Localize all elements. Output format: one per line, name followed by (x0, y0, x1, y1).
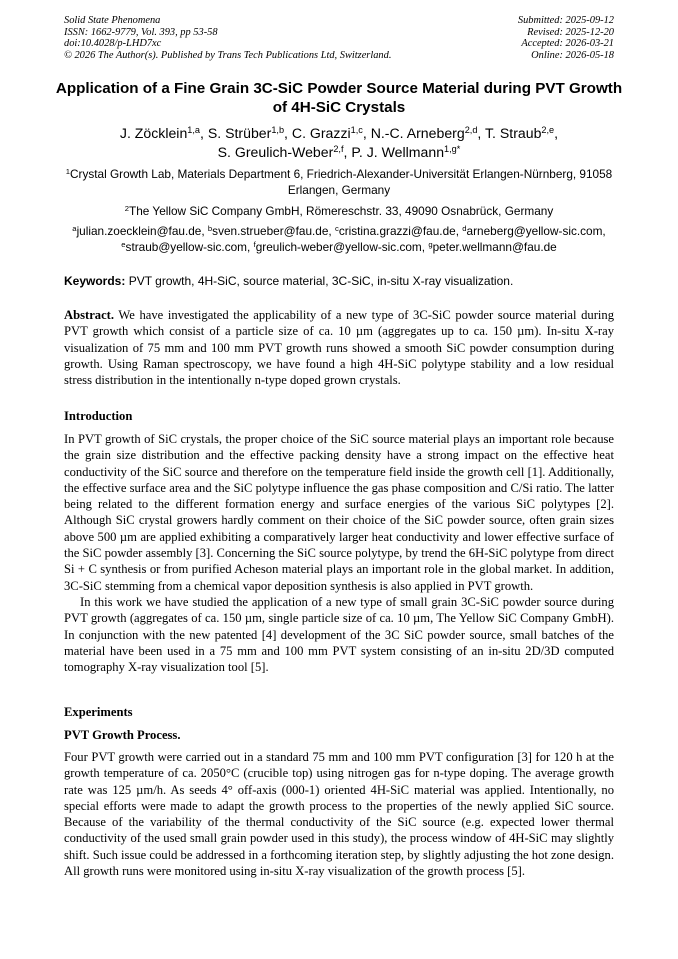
online-date: Online: 2026-05-18 (531, 49, 614, 61)
email[interactable]: $^f$greulich-weber@yellow-sic.com (253, 239, 422, 254)
author: J. Zöcklein$^{1,a}$ (119, 124, 201, 141)
copyright: © 2026 The Author(s). Published by Trans Tech Publications Ltd, Switzerland. (64, 49, 392, 61)
experiments-body (64, 749, 614, 879)
author: T. Straub$^{2,e}$ (485, 124, 555, 141)
abstract-text: We have investigated the applicability of a new type of 3C-SiC powder source material during PVT growth which consist of a particle size of ca. 10 µm (aggregates up to ca. 150 µm). In-situ X-ray visualization of 75 mm and 100 mm PVT growth runs showed a smooth SiC powder consumption during growth. Using Raman spectroscopy, we have found a high 4H-SiC polytype stability and a low residual stress distribution in the intentionally n-type doped grown crystals. (64, 308, 614, 388)
email[interactable]: $^g$peter.wellmann@fau.de (428, 239, 557, 254)
section-heading-introduction: Introduction (64, 409, 133, 423)
section-heading-experiments: Experiments (64, 705, 133, 719)
paragraph: Four PVT growth were carried out in a standard 75 mm and 100 mm PVT configuration [3] for 120 h at the growth temperature of ca. 2050°C (crucible top) using nitrogen gas for n-type doping. The average growth rate was 125 µm/h. As seeds 4° off-axis (000-1) oriented 4H-SiC material was applied. Intentionally, no special efforts were made to adapt the growth process to the properties of the newly applied SiC source. Because of the variability of the thermal conductivity of the SiC source (e.g. expected lower thermal conductivity of the used small grain powder used in this study), the process window of 4H-SiC may slightly shift. Such issue could be addressed in a forthcoming iteration step, by slightly adjusting the hot zone design. All growth runs were monitored using in-situ X-ray visualization of the growth process [5]. (64, 750, 614, 879)
author: S. Greulich-Weber$^{2,f}$ (217, 143, 344, 160)
subsection-heading-pvt-growth: PVT Growth Process. (64, 728, 181, 742)
issn-volume: ISSN: 1662-9779, Vol. 393, pp 53-58 (64, 26, 218, 38)
revised-date: Revised: 2025-12-20 (527, 26, 614, 38)
publication-dates (518, 15, 614, 61)
introduction-body (64, 431, 614, 675)
accepted-date: Accepted: 2026-03-21 (521, 38, 614, 50)
author: S. Strüber$^{1,b}$ (207, 124, 285, 141)
paragraph: In PVT growth of SiC crystals, the proper choice of the SiC source material plays an important role because the grain size distribution and the effective packing density have a strong impact on the effective heat conductivity of the SiC source and therefore on the temperature field inside the growth cell [1]. Additionally, the effective surface area and the SiC polytype influence the gas phase composition and C/Si ratio. The latter being related to the different formation energy and surface energies of the various SiC polytypes [2]. Although SiC crystal growers hardly comment on their choice of the SiC powder source, often grain sizes above 500 µm are applied exhibiting a comparatively larger heat conductivity and lower effective surface of the SiC powder assembly [3]. Concerning the SiC source polytype, by trend the 6H-SiC polytype from direct Si + C synthesis or from purified Acheson material plays an important role in the global market. In addition, 3C-SiC stemming from a chemical vapor deposition synthesis is also applied in PVT growth. (64, 432, 614, 593)
abstract (64, 307, 614, 388)
keywords (64, 274, 624, 289)
email[interactable]: $^d$arneberg@yellow-sic.com (462, 223, 603, 238)
author-list: J. Zöcklein$^{1,a}$, S. Strüber$^{1,b}$, C. Grazzi$^{1,c}$, N.-C. Arneberg$^{2,d}$, T. Straub$^{2,e}$, S. Greulich-Weber$^{2,f}$, P. J. Wellmann$^{1,g*}$ (119, 124, 559, 160)
paragraph: In this work we have studied the application of a new type of small grain 3C-SiC powder source during PVT growth (aggregates of ca. 150 µm, single particle size of ca. 10 µm, The Yellow SiC Company GmbH). In conjunction with the new patented [4] development of the 3C SiC powder source, small batches of the material have been used in a 75 mm and 100 mm PVT system consisting of an in-situ 2D/3D computed tomography X-ray visualization tool [5]. (64, 594, 614, 675)
email[interactable]: $^e$straub@yellow-sic.com (121, 239, 248, 254)
paper-title: Application of a Fine Grain 3C-SiC Powder Source Material during PVT Growth of 4H-SiC Crystals (55, 80, 623, 116)
email[interactable]: $^a$julian.zoecklein@fau.de (72, 223, 202, 238)
doi: doi:10.4028/p-LHD7xc (64, 38, 162, 50)
email[interactable]: $^b$sven.strueber@fau.de (207, 223, 329, 238)
author: P. J. Wellmann$^{1,g*}$ (351, 143, 461, 160)
email-list: $^a$julian.zoecklein@fau.de, $^b$sven.strueber@fau.de, $^c$cristina.grazzi@fau.de, $^d$arneberg@yellow-sic.com, $^e$straub@yellow-sic.com, $^f$greulich-weber@yellow-sic.com, $^g$peter.wellmann@fau.de (72, 223, 606, 254)
abstract-label: Abstract. (64, 308, 115, 322)
author: N.-C. Arneberg$^{2,d}$ (370, 124, 478, 141)
keywords-label: Keywords: (64, 274, 126, 288)
submitted-date: Submitted: 2025-09-12 (517, 15, 614, 26)
affiliation: $^1$Crystal Growth Lab, Materials Department 6, Friedrich-Alexander-Universität Erlangen-Nürnberg, 91058 Erlangen, Germany (65, 166, 613, 197)
affiliation: $^2$The Yellow SiC Company GmbH, Römereschstr. 33, 49090 Osnabrück, Germany (124, 203, 554, 218)
journal-info (64, 15, 391, 61)
journal-name: Solid State Phenomena (64, 15, 161, 26)
keywords-text: PVT growth, 4H-SiC, source material, 3C-SiC, in-situ X-ray visualization. (128, 274, 514, 288)
author: C. Grazzi$^{1,c}$ (291, 124, 363, 141)
email[interactable]: $^c$cristina.grazzi@fau.de (334, 223, 456, 238)
